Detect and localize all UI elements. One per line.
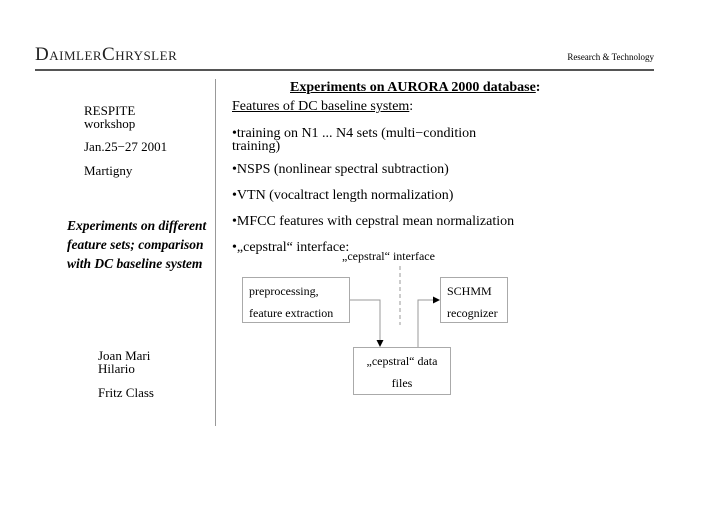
- preprocessing-box: [242, 277, 350, 323]
- bullet-mfcc: •MFCC features with cepstral mean normalization: [232, 214, 515, 229]
- bullet-cepstral: •„cepstral“ interface:: [232, 240, 350, 255]
- features-heading-suffix: :: [409, 99, 414, 114]
- author-2: Fritz Class: [98, 385, 154, 400]
- company-logo: DaimlerChrysler: [35, 44, 178, 65]
- event-name-line2: workshop: [84, 116, 136, 131]
- section-teaser: Experiments on different feature sets; comparison with DC baseline system: [67, 218, 207, 271]
- schmm-line2: recognizer: [447, 306, 498, 320]
- interface-label: „cepstral“ interface: [342, 249, 435, 263]
- preprocessing-line2: feature extraction: [249, 306, 334, 320]
- author-1-line2: Hilario: [98, 361, 135, 376]
- preprocessing-line1: preprocessing,: [249, 284, 319, 298]
- event-name-line1: RESPITE: [84, 103, 136, 118]
- arrow-to-files: [350, 300, 380, 346]
- bullet-training: •training on N1 ... N4 sets (multi−condition training): [232, 126, 477, 154]
- features-heading-text: Features of DC baseline system: [232, 99, 410, 114]
- data-files-line1: „cepstral“ data: [366, 354, 438, 368]
- schmm-box: [440, 277, 508, 323]
- bullet-vtn: •VTN (vocaltract length normalization): [232, 188, 454, 203]
- data-files-line2: files: [391, 376, 413, 390]
- schmm-line1: SCHMM: [447, 284, 492, 298]
- author-1-line1: Joan Mari: [98, 348, 151, 363]
- research-unit-label: Research & Technology: [567, 52, 654, 62]
- data-files-box: [353, 347, 451, 395]
- slide-title-text: Experiments on AURORA 2000 database: [290, 80, 536, 95]
- event-place: Martigny: [84, 163, 133, 178]
- event-date: Jan.25−27 2001: [84, 139, 168, 154]
- slide-title-suffix: :: [535, 80, 541, 95]
- bullet-nsps: •NSPS (nonlinear spectral subtraction): [232, 162, 449, 177]
